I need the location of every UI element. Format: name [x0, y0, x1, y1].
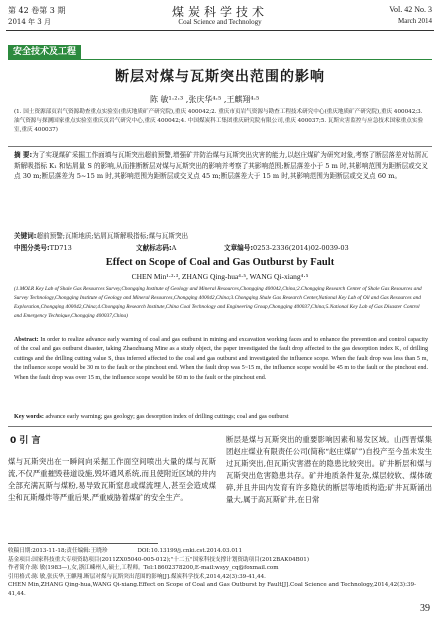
volume-en: Vol. 42 No. 3 — [389, 5, 432, 14]
section-rule — [8, 59, 432, 60]
abstract-cn-label: 摘 要: — [14, 151, 33, 159]
keywords-en — [14, 413, 428, 422]
footnote-received: 收稿日期:2013-11-18;责任编辑:王晓珍 DOI:10.13199/j.cnki.cst.2014.03.011 — [8, 548, 242, 554]
article-title-cn: 断层对煤与瓦斯突出范围的影响 — [115, 69, 325, 85]
body-column-left — [8, 434, 216, 504]
abstract-cn-text: 为了实现煤矿采掘工作面填与瓦斯突出超前预警,增强矿井防治煤与瓦斯突出灾害的能力,以赵庄煤矿为研究对象,考察了断层落差对钻屑瓦斯解吸指标 K₁ 和钻屑量 S 的影响,从而推断断层对煤与瓦斯突出的影响并考察了其影响范围;断层落差小于 5 m 时,其影响范围为距断层或交叉点 30 m;断层落差为 5~15 m 时,其影响范围为距断层或交叉点 45 m;断层落差大于 15 m 时,其影响范围为距断层或交叉点 60 m。 — [14, 151, 428, 181]
abstract-top-rule — [8, 146, 432, 147]
authors-en: CHEN Min¹·²·³, ZHANG Qing-hua⁴·⁵, WANG Qi-xiang⁴·⁵ — [131, 272, 309, 281]
article-id: 文章编号:0253-2336(2014)02-0039-03 — [224, 244, 349, 252]
abstract-en — [14, 336, 428, 383]
footnote-cite-cn: 引用格式:陈 敏,张庆华,王麒翔.断层对煤与瓦斯突出范围的影响[J].煤炭科学技术,2014,42(3):39-41,44. — [8, 573, 266, 580]
article-title-en: Effect on Scope of Coal and Gas Outburst by Fault — [105, 257, 335, 268]
keywords-en-text: advance early warning; gas geology; gas desorption index of drilling cuttings; coal and gas outburst — [45, 414, 289, 420]
keywords-cn-text: 超前预警;瓦斯地质;钻屑瓦斯解吸指标;煤与瓦斯突出 — [36, 232, 189, 240]
intro-heading: 0 引 言 — [10, 436, 41, 446]
running-header — [0, 0, 440, 32]
intro-paragraph-left: 煤与瓦斯突出在一瞬间向采掘工作面空间喷出大量的煤与瓦斯流,不仅严重摧毁巷道设施,毁坏通风系统,而且使附近区域的井内全部充满瓦斯与煤粉,易导致瓦斯窒息或煤流埋人,甚至会造成煤尘和瓦斯爆炸等严重后果,严重威胁着煤矿的安全生产。 — [8, 456, 216, 502]
page-number: 39 — [420, 603, 430, 614]
abstract-bottom-rule — [8, 426, 432, 427]
keywords-en-label: Key words: — [14, 414, 44, 420]
volume-cn: 第 42 卷第 3 期 — [8, 6, 66, 15]
section-tag: 安全技术及工程 — [8, 45, 81, 59]
journal-name-cn: 煤炭科学技术 — [171, 5, 268, 19]
intro-paragraph-right: 断层是煤与瓦斯突出的重要影响因素和易发区域。山西晋煤集团赵庄煤业有限责任公司(简称“赵庄煤矿”)自投产至今虽未发生过瓦斯突出,但瓦斯灾害潜在的隐患比较突出。矿井断层和煤与瓦斯突出危害隐患共存。矿井地质条件复杂,煤层较软、煤体破碎,并且井田内发育有许多隐伏的断层等地质构造;矿井瓦斯涌出量大,属于高瓦斯矿井,在日常 — [226, 435, 432, 504]
authors-cn: 陈 敏¹·²·³ ,张庆华⁴·⁵ ,王麒翔⁴·⁵ — [150, 95, 260, 104]
footnote-cite-en: CHEN Min,ZHANG Qing-hua,WANG Qi-xiang.Effect on Scope of Coal and Gas Outburst by Fault[J].Coal Science and Technology,2014,42(3):39-41,44. — [8, 582, 416, 597]
clc-code: 中图分类号:TD713 — [14, 244, 72, 252]
doi: DOI:10.13199/j.cnki.cst.2014.03.011 — [137, 548, 242, 554]
date-cn: 2014 年 3 月 — [8, 18, 51, 26]
abstract-cn — [14, 150, 428, 182]
abstract-en-label: Abstract: — [14, 337, 39, 343]
keywords-cn — [14, 231, 428, 242]
keywords-cn-label: 关键词: — [14, 232, 37, 240]
abstract-en-text: In order to realize advance early warning of coal and gas outburst in mining and excavation working faces and to enhance the prevention and control capacity of the coal and gas outburst disaster, taking Zhaozhuang Mine as a study object, the paper investigated the fault drop affected to the gas desorption index K₁ of drilling cuttings and the drilling cutting value S, thus inferred affected to the coal and gas outburst and investigated the influence scope. When the fault drop was less than 5 m, the influence scope would be 30 m to the fault or the pinchout end. When the fault drop was 5~15 m, the influence scope would be 45 m to the fault or the pinchout end. When the fault drop was over 15 m, the influence scope would be 60 m to the fault or the pinchout end. — [14, 337, 428, 381]
affiliations-cn: (1. 国土资源部页岩气资源勘查重点实验室(重庆地质矿产研究院),重庆 400042;2. 重庆市页岩气资源与勘查工程技术研究中心(重庆地质矿产研究院),重庆 400042;3. 油气资源与探测国家重点实验室重庆页岩气研究中心,重庆 400042;4. 中国煤炭科工集团重庆研究院有限公司,重庆 400037;5. 瓦斯灾害监控与应急技术国家重点实验室,重庆 400037) — [14, 109, 424, 133]
header-rule — [6, 30, 434, 31]
body-column-right — [226, 434, 432, 505]
journal-name-en: Coal Science and Technology — [178, 18, 262, 26]
date-en: March 2014 — [397, 17, 432, 25]
footnote-rule — [8, 543, 158, 544]
footnote-block — [8, 547, 432, 599]
footnote-fund: 基金项目:国家科技重大专项资助项目(2011ZX05040-005-012);"十二五"国家科技支撑计划资助项目(2012BAK04B01) — [8, 556, 309, 563]
document-code: 文献标志码:A — [136, 244, 177, 252]
footnote-author: 作者简介:陈 敏(1983—),女,浙江嵊州人,硕士,工程师。Tel:18602378200,E-mail:wsyy_cq@foxmail.com — [8, 565, 279, 572]
affiliations-en: (1.MOLR Key Lab of Shale Gas Resources Survey,Chongqing Institute of Geology and Mineral Resources,Chongqing 400042,China;2.Chongqing Research Center of Shale Gas Resources and Survey Technology,Chongqing Institute of Geology and Mineral Resources,Chongqing 400042,China;3.Chongqing Shale Gas Research Center,National Key Lab of Oil and Gas Resources and Exploration,Chongqing 400042,China;4.Chongqing Research Institute,China Coal Technology and Engineering Group,Chongqing 400037,China;5.National Key Lab of Gas Disaster Control and Emergency Technique,Chongqing 400037,China) — [14, 286, 422, 319]
